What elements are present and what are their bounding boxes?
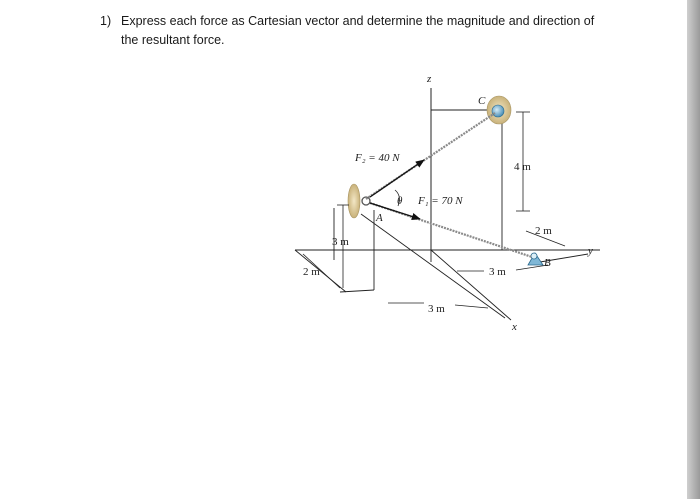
pin-b [531,253,537,259]
force-f1-label: F₁ = 70 N [418,195,463,207]
problem-number: 1) [100,14,112,28]
force-f2-label: F₂ = 40 N [355,152,400,164]
dim-3m-bottom-line-b [455,305,488,308]
dim-4m-label: 4 m [514,161,531,173]
dim-3m-bottom-label: 3 m [428,303,445,315]
point-b-label: B [544,257,551,269]
x-axis-label: x [512,321,517,333]
point-a-label: A [376,212,383,224]
dim-3m-left-label: 3 m [332,236,349,248]
dim-3m-right-label: 3 m [489,266,506,278]
dim-2m-left-label: 2 m [303,266,320,278]
angle-theta-label: θ [397,195,403,207]
wall-plate-a [348,184,360,218]
dim-2m-right-label: 2 m [535,225,552,237]
problem-text: Express each force as Cartesian vector and determine the magnitude and direction of the resultant force. [121,14,595,47]
z-axis-label: z [427,73,432,85]
point-c-label: C [478,95,486,107]
y-axis-label: y [588,245,593,257]
ball-joint-c [492,105,504,117]
